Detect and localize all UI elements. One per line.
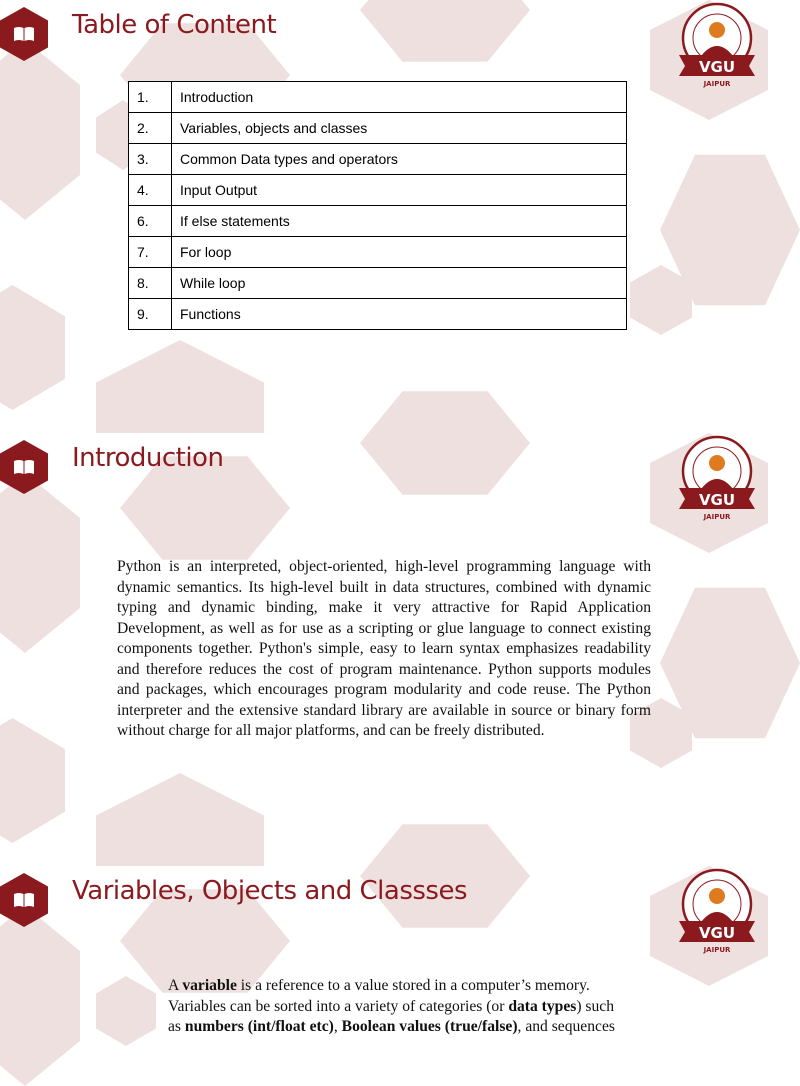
book-icon bbox=[13, 892, 35, 908]
bg-hexagon bbox=[0, 40, 80, 220]
vgu-logo bbox=[669, 866, 765, 956]
row-number: 9. bbox=[129, 299, 172, 330]
bg-hexagon bbox=[360, 0, 530, 65]
book-icon bbox=[13, 459, 35, 475]
row-number: 6. bbox=[129, 206, 172, 237]
row-label: Variables, objects and classes bbox=[172, 113, 627, 144]
variables-text bbox=[168, 976, 688, 1038]
slide-table-of-content bbox=[0, 0, 768, 432]
bg-hexagon bbox=[0, 906, 80, 1086]
row-number: 2. bbox=[129, 113, 172, 144]
row-number: 7. bbox=[129, 237, 172, 268]
bg-hexagon bbox=[0, 718, 65, 843]
svg-text:VGU: VGU bbox=[698, 58, 736, 76]
table-row bbox=[129, 299, 627, 330]
row-number: 1. bbox=[129, 82, 172, 113]
bg-hexagon bbox=[0, 473, 80, 653]
text-line: A variable is a reference to a value stored in a computer’s memory. bbox=[168, 977, 590, 994]
table-row bbox=[129, 144, 627, 175]
table-row bbox=[129, 82, 627, 113]
vgu-logo bbox=[669, 433, 765, 523]
book-icon-badge bbox=[0, 440, 48, 494]
svg-text:JAIPUR: JAIPUR bbox=[703, 80, 731, 88]
row-number: 4. bbox=[129, 175, 172, 206]
intro-paragraph: Python is an interpreted, object-oriented, high-level programming language with dynamic semantics. Its high-level built in data structures, combined with dynamic typing and dynamic binding, make it very attractive for Rapid Application Development, as well as for use as a scripting or glue language to connect existing components together. Python's simple, easy to learn syntax emphasizes readability and therefore reduces the cost of program maintenance. Python supports modules and packages, which encourages program modularity and code reuse. The Python interpreter and the extensive standard library are available in source or binary form without charge for all major platforms, and can be freely distributed. bbox=[117, 558, 651, 739]
table-row bbox=[129, 268, 627, 299]
slide-title: Table of Content bbox=[72, 10, 277, 40]
bg-hexagon bbox=[96, 976, 156, 1046]
bg-hexagon bbox=[0, 285, 65, 410]
book-icon-badge bbox=[0, 7, 48, 61]
row-label: While loop bbox=[172, 268, 627, 299]
slide-title: Introduction bbox=[72, 443, 224, 473]
text-line: Variables can be sorted into a variety of categories (or data types) such bbox=[168, 997, 615, 1015]
book-icon-badge bbox=[0, 873, 48, 927]
table-row bbox=[129, 237, 627, 268]
text-line: as numbers (int/float etc), Boolean values (true/false), and sequences bbox=[168, 1018, 615, 1035]
row-label: Functions bbox=[172, 299, 627, 330]
svg-text:JAIPUR: JAIPUR bbox=[703, 513, 731, 521]
row-number: 3. bbox=[129, 144, 172, 175]
book-icon bbox=[13, 26, 35, 42]
svg-text:VGU: VGU bbox=[698, 924, 736, 942]
svg-text:JAIPUR: JAIPUR bbox=[703, 946, 731, 954]
table-row bbox=[129, 175, 627, 206]
table-row bbox=[129, 206, 627, 237]
slide-title: Variables, Objects and Classses bbox=[72, 876, 468, 906]
row-label: Introduction bbox=[172, 82, 627, 113]
table-row bbox=[129, 113, 627, 144]
slide-introduction bbox=[0, 433, 768, 865]
row-label: For loop bbox=[172, 237, 627, 268]
row-label: Common Data types and operators bbox=[172, 144, 627, 175]
row-label: Input Output bbox=[172, 175, 627, 206]
row-number: 8. bbox=[129, 268, 172, 299]
svg-text:VGU: VGU bbox=[698, 491, 736, 509]
toc-table bbox=[128, 81, 627, 330]
slide-variables bbox=[0, 866, 768, 1035]
vgu-logo bbox=[669, 0, 765, 90]
row-label: If else statements bbox=[172, 206, 627, 237]
